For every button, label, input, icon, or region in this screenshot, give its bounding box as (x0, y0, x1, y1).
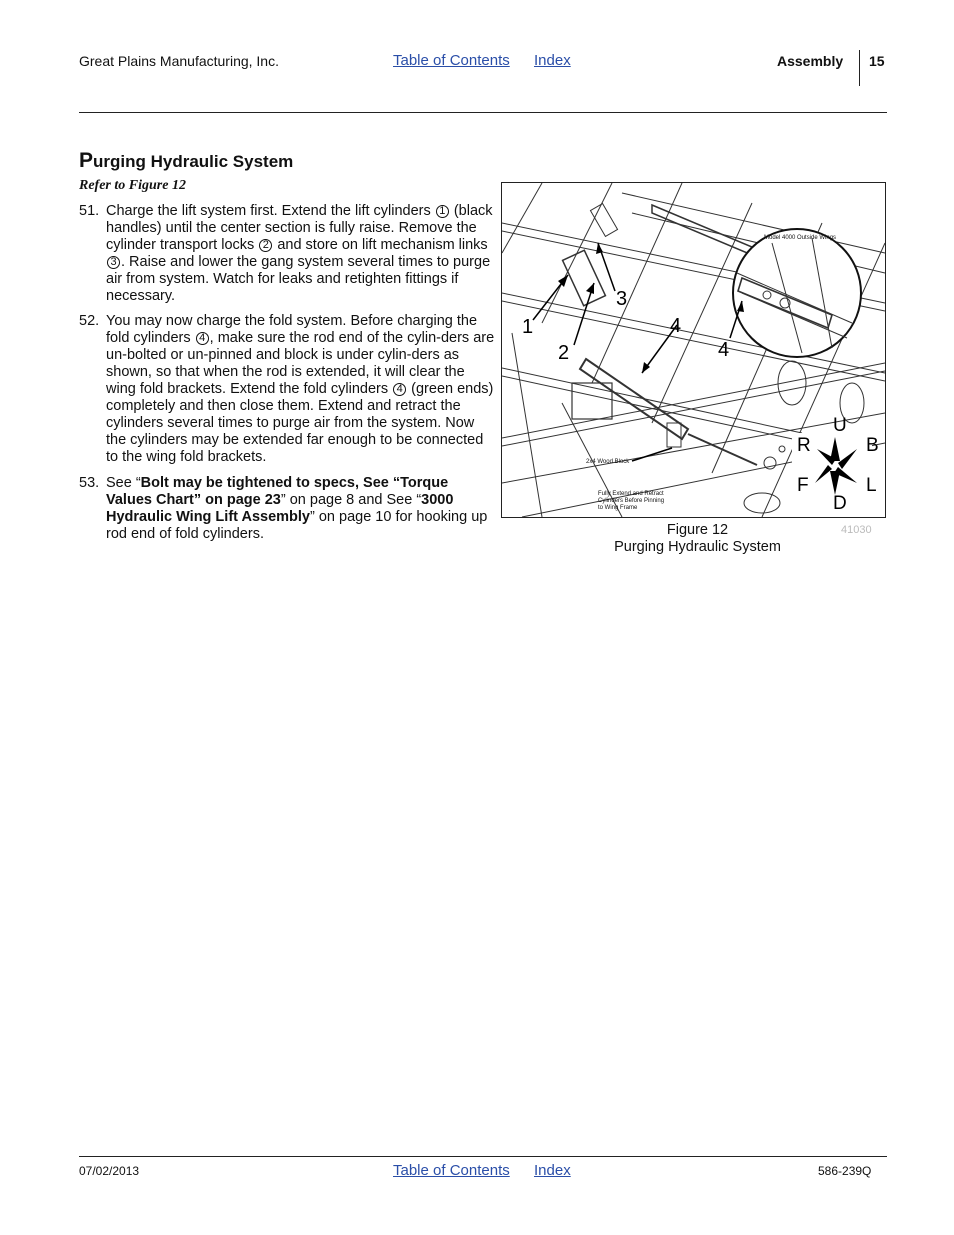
figure-caption-number: Figure 12 (666, 522, 729, 538)
step-text: (green ends) completely and then close them. Extend and retract the cylinders several times to purge air from the system. Now the cylinders may be extended far enough to be connected to the wing fold brackets. (106, 381, 494, 465)
callout-3: 3 (616, 288, 628, 310)
footer-index-link[interactable]: Index (534, 1162, 571, 1179)
step-text: . Raise and lower the gang system several times to purge air from system. Watch for leaks and retighten fittings if necessary. (106, 254, 491, 304)
step-52 (79, 313, 496, 466)
step-text: See “ (106, 475, 141, 491)
section-title-rest: urging Hydraulic System (93, 152, 294, 171)
callout-ref-3: 3 (107, 256, 120, 269)
step-text: Charge the lift system first. Extend the lift cylinders (106, 203, 435, 219)
callout-2: 2 (558, 342, 570, 364)
header-rule (79, 112, 887, 113)
header-section: Assembly (777, 53, 844, 69)
hydraulic-system-drawing (502, 183, 885, 517)
header-company: Great Plains Manufacturing, Inc. (79, 53, 279, 69)
step-body (106, 203, 496, 305)
callout-4-inset: 4 (718, 339, 730, 361)
figure-image-id: 41030 (841, 524, 872, 536)
compass-front: F (797, 475, 809, 496)
step-text: ” on page 8 and See “ (280, 492, 422, 508)
note-line-1: Fully Extend and Retract (598, 491, 664, 497)
step-51 (79, 203, 496, 305)
callout-4-fold: 4 (670, 315, 682, 337)
step-text: You may now charge the fold system. Before charging the fold cylinders (106, 313, 478, 346)
callout-1: 1 (522, 316, 534, 338)
callout-ref-2: 2 (259, 239, 272, 252)
figure-12 (501, 182, 886, 518)
section-title (79, 149, 293, 173)
step-number: 51. (79, 203, 100, 219)
footer-toc-link[interactable]: Table of Contents (393, 1162, 510, 1179)
step-number: 52. (79, 313, 100, 329)
step-number: 53. (79, 475, 100, 491)
step-body (106, 475, 496, 543)
header-toc-link[interactable]: Table of Contents (393, 52, 510, 69)
block-label: 2x4 Wood Block (586, 459, 630, 465)
note-line-2: Cylinders Before Pinning (598, 498, 665, 504)
footer-rule (79, 1156, 887, 1157)
section-title-cap: P (79, 149, 94, 172)
compass-left: L (866, 475, 877, 496)
bold-reference: 3000 Hydraulic Wing Lift Assembly (106, 492, 454, 525)
direction-compass (792, 415, 879, 514)
detail-inset (733, 229, 861, 357)
footer-date: 07/02/2013 (79, 1164, 140, 1178)
figure-caption-title: Purging Hydraulic System (614, 539, 781, 555)
step-text: , make sure the rod end of the cylin-ders are un-bolted or un-pinned and block is under cylin-ders as shown, so that when the rod is extended, it will clear the wing fold brackets. Extend the fold cylinders (106, 330, 495, 397)
page-number: 15 (869, 53, 885, 69)
step-text: and store on lift mechanism links (273, 237, 488, 253)
compass-up: U (833, 415, 847, 436)
step-body (106, 313, 496, 466)
compass-back: B (866, 435, 879, 456)
step-53 (79, 475, 496, 543)
footer-doc-number: 586-239Q (818, 1164, 872, 1178)
compass-down: D (833, 493, 847, 514)
inset-label: Model 4000 Outside Wings (764, 235, 837, 241)
figure-reference: Refer to Figure 12 (79, 178, 186, 193)
callout-ref-4: 4 (196, 332, 209, 345)
header-index-link[interactable]: Index (534, 52, 571, 69)
compass-right: R (797, 435, 811, 456)
step-text: ” on page 10 for hooking up rod end of fold cylinders. (106, 509, 488, 542)
callout-ref-1: 1 (436, 205, 449, 218)
bold-reference: Bolt may be tightened to specs, See “Torque Values Chart” on page 23 (106, 475, 449, 508)
step-text: (black handles) until the center section is fully raise. Remove the cylinder transport locks (106, 203, 493, 253)
header-divider (859, 50, 860, 86)
note-line-3: to Wing Frame (598, 505, 638, 511)
callout-ref-4: 4 (393, 383, 406, 396)
